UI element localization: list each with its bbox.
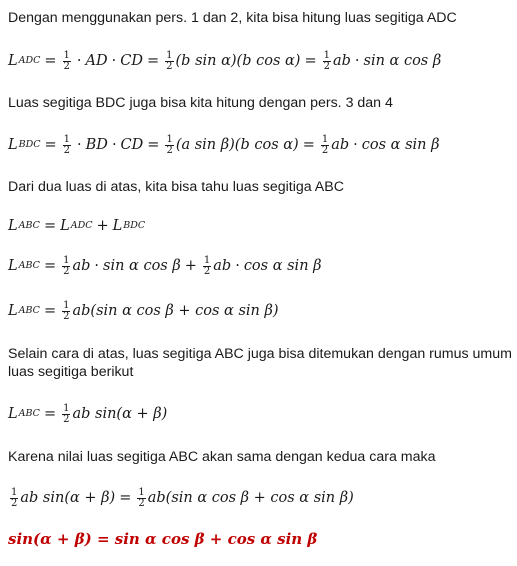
ab-term: ab xyxy=(72,258,91,274)
ad-term: AD xyxy=(85,53,108,69)
equation-equate xyxy=(8,485,354,511)
cd-term: CD xyxy=(120,137,144,153)
equals: = xyxy=(302,137,315,153)
equation-abc-factored xyxy=(8,298,279,324)
L-symbol: L xyxy=(8,137,18,153)
equals: = xyxy=(43,218,57,234)
equals: = xyxy=(304,53,317,69)
final-identity: sin(α + β) = sin α cos β + cos α sin β xyxy=(8,530,318,548)
sin-sum: sin(α + β) xyxy=(95,406,168,422)
other-way-text: Selain cara di atas, luas segitiga ABC juga bisa ditemukan dengan rumus umum luas segitiga berikut xyxy=(8,346,512,380)
bdc-intro-text: Luas segitiga BDC juga bisa kita hitung dengan pers. 3 dan 4 xyxy=(8,95,393,111)
cdot: · xyxy=(111,137,117,153)
plus: + xyxy=(184,258,197,274)
ab-term: ab xyxy=(147,490,166,506)
sub-bdc: BDC xyxy=(123,220,146,231)
b-cos-alpha: (b cos α) xyxy=(234,137,299,153)
sub-bdc: BDC xyxy=(18,139,41,150)
fraction-half: $\frac{1}{2}$ xyxy=(11,486,18,509)
equals: = xyxy=(146,53,160,69)
fraction-half: $\frac{1}{2}$ xyxy=(323,49,330,72)
equals: = xyxy=(43,258,57,274)
fraction-half: $\frac{1}{2}$ xyxy=(321,133,329,156)
sub-abc: ABC xyxy=(18,408,40,419)
equation-abc-sum xyxy=(8,213,145,239)
cos-a-sin-b: cos α sin β xyxy=(243,258,322,274)
sub-abc: ABC xyxy=(18,260,40,271)
fraction-half: $\frac{1}{2}$ xyxy=(203,254,211,277)
plus: + xyxy=(96,218,109,234)
equals: = xyxy=(43,303,57,319)
L-symbol: L xyxy=(8,218,18,234)
equals: = xyxy=(119,490,132,506)
cdot: · xyxy=(94,258,100,274)
fraction-half: $\frac{1}{2}$ xyxy=(166,133,173,156)
sub-adc: ADC xyxy=(18,55,41,66)
fraction-half: $\frac{1}{2}$ xyxy=(166,49,173,72)
ab-term: ab xyxy=(332,53,351,69)
fraction-half: $\frac{1}{2}$ xyxy=(63,49,70,72)
L-symbol: L xyxy=(8,406,18,422)
equation-abc-expanded xyxy=(8,253,322,279)
equation-bdc xyxy=(8,132,440,158)
paren-sum: (sin α cos β + cos α sin β) xyxy=(90,303,279,319)
cdot: · xyxy=(111,53,117,69)
sub-adc: ADC xyxy=(70,220,93,231)
conclusion-text: Karena nilai luas segitiga ABC akan sama dengan kedua cara maka xyxy=(8,449,436,465)
b-sin-alpha: (b sin α) xyxy=(175,53,237,69)
sub-abc: ABC xyxy=(18,305,40,316)
cdot: · xyxy=(235,258,240,274)
cdot: · xyxy=(354,53,360,69)
cdot: · xyxy=(77,137,82,153)
b-cos-alpha: (b cos α) xyxy=(236,53,301,69)
ab-term: ab xyxy=(213,258,232,274)
sin-sum: sin(α + β) xyxy=(42,490,116,506)
L-symbol: L xyxy=(60,218,70,234)
cdot: · xyxy=(353,137,358,153)
sub-abc: ABC xyxy=(18,220,40,231)
sin-a-cos-b: sin α cos β xyxy=(363,53,442,69)
ab-term: ab xyxy=(331,137,350,153)
sin-a-cos-b: sin α cos β xyxy=(103,258,181,274)
a-sin-beta: (a sin β) xyxy=(175,137,235,153)
L-symbol: L xyxy=(112,218,123,234)
equals: = xyxy=(44,53,57,69)
ab-term: ab xyxy=(72,303,91,319)
fraction-half: $\frac{1}{2}$ xyxy=(63,254,70,277)
cos-a-sin-b: cos α sin β xyxy=(361,137,440,153)
fraction-half: $\frac{1}{2}$ xyxy=(63,133,71,156)
L-symbol: L xyxy=(8,258,18,274)
ab-term: ab xyxy=(72,406,91,422)
fraction-half: $\frac{1}{2}$ xyxy=(63,299,70,322)
paren-sum: (sin α cos β + cos α sin β) xyxy=(165,490,354,506)
equals: = xyxy=(147,137,160,153)
equation-abc-general xyxy=(8,401,167,427)
equation-adc xyxy=(8,48,441,74)
ab-term: ab xyxy=(20,490,39,506)
bd-term: BD xyxy=(85,137,108,153)
equals: = xyxy=(44,137,57,153)
fraction-half: $\frac{1}{2}$ xyxy=(63,402,70,425)
abc-intro-text: Dari dua luas di atas, kita bisa tahu luas segitiga ABC xyxy=(8,179,344,195)
L-symbol: L xyxy=(8,303,18,319)
cd-term: CD xyxy=(120,53,143,69)
L-symbol: L xyxy=(8,53,18,69)
cdot: · xyxy=(76,53,82,69)
equals: = xyxy=(43,406,57,422)
fraction-half: $\frac{1}{2}$ xyxy=(138,486,145,509)
intro-text: Dengan menggunakan pers. 1 dan 2, kita bisa hitung luas segitiga ADC xyxy=(8,10,457,26)
